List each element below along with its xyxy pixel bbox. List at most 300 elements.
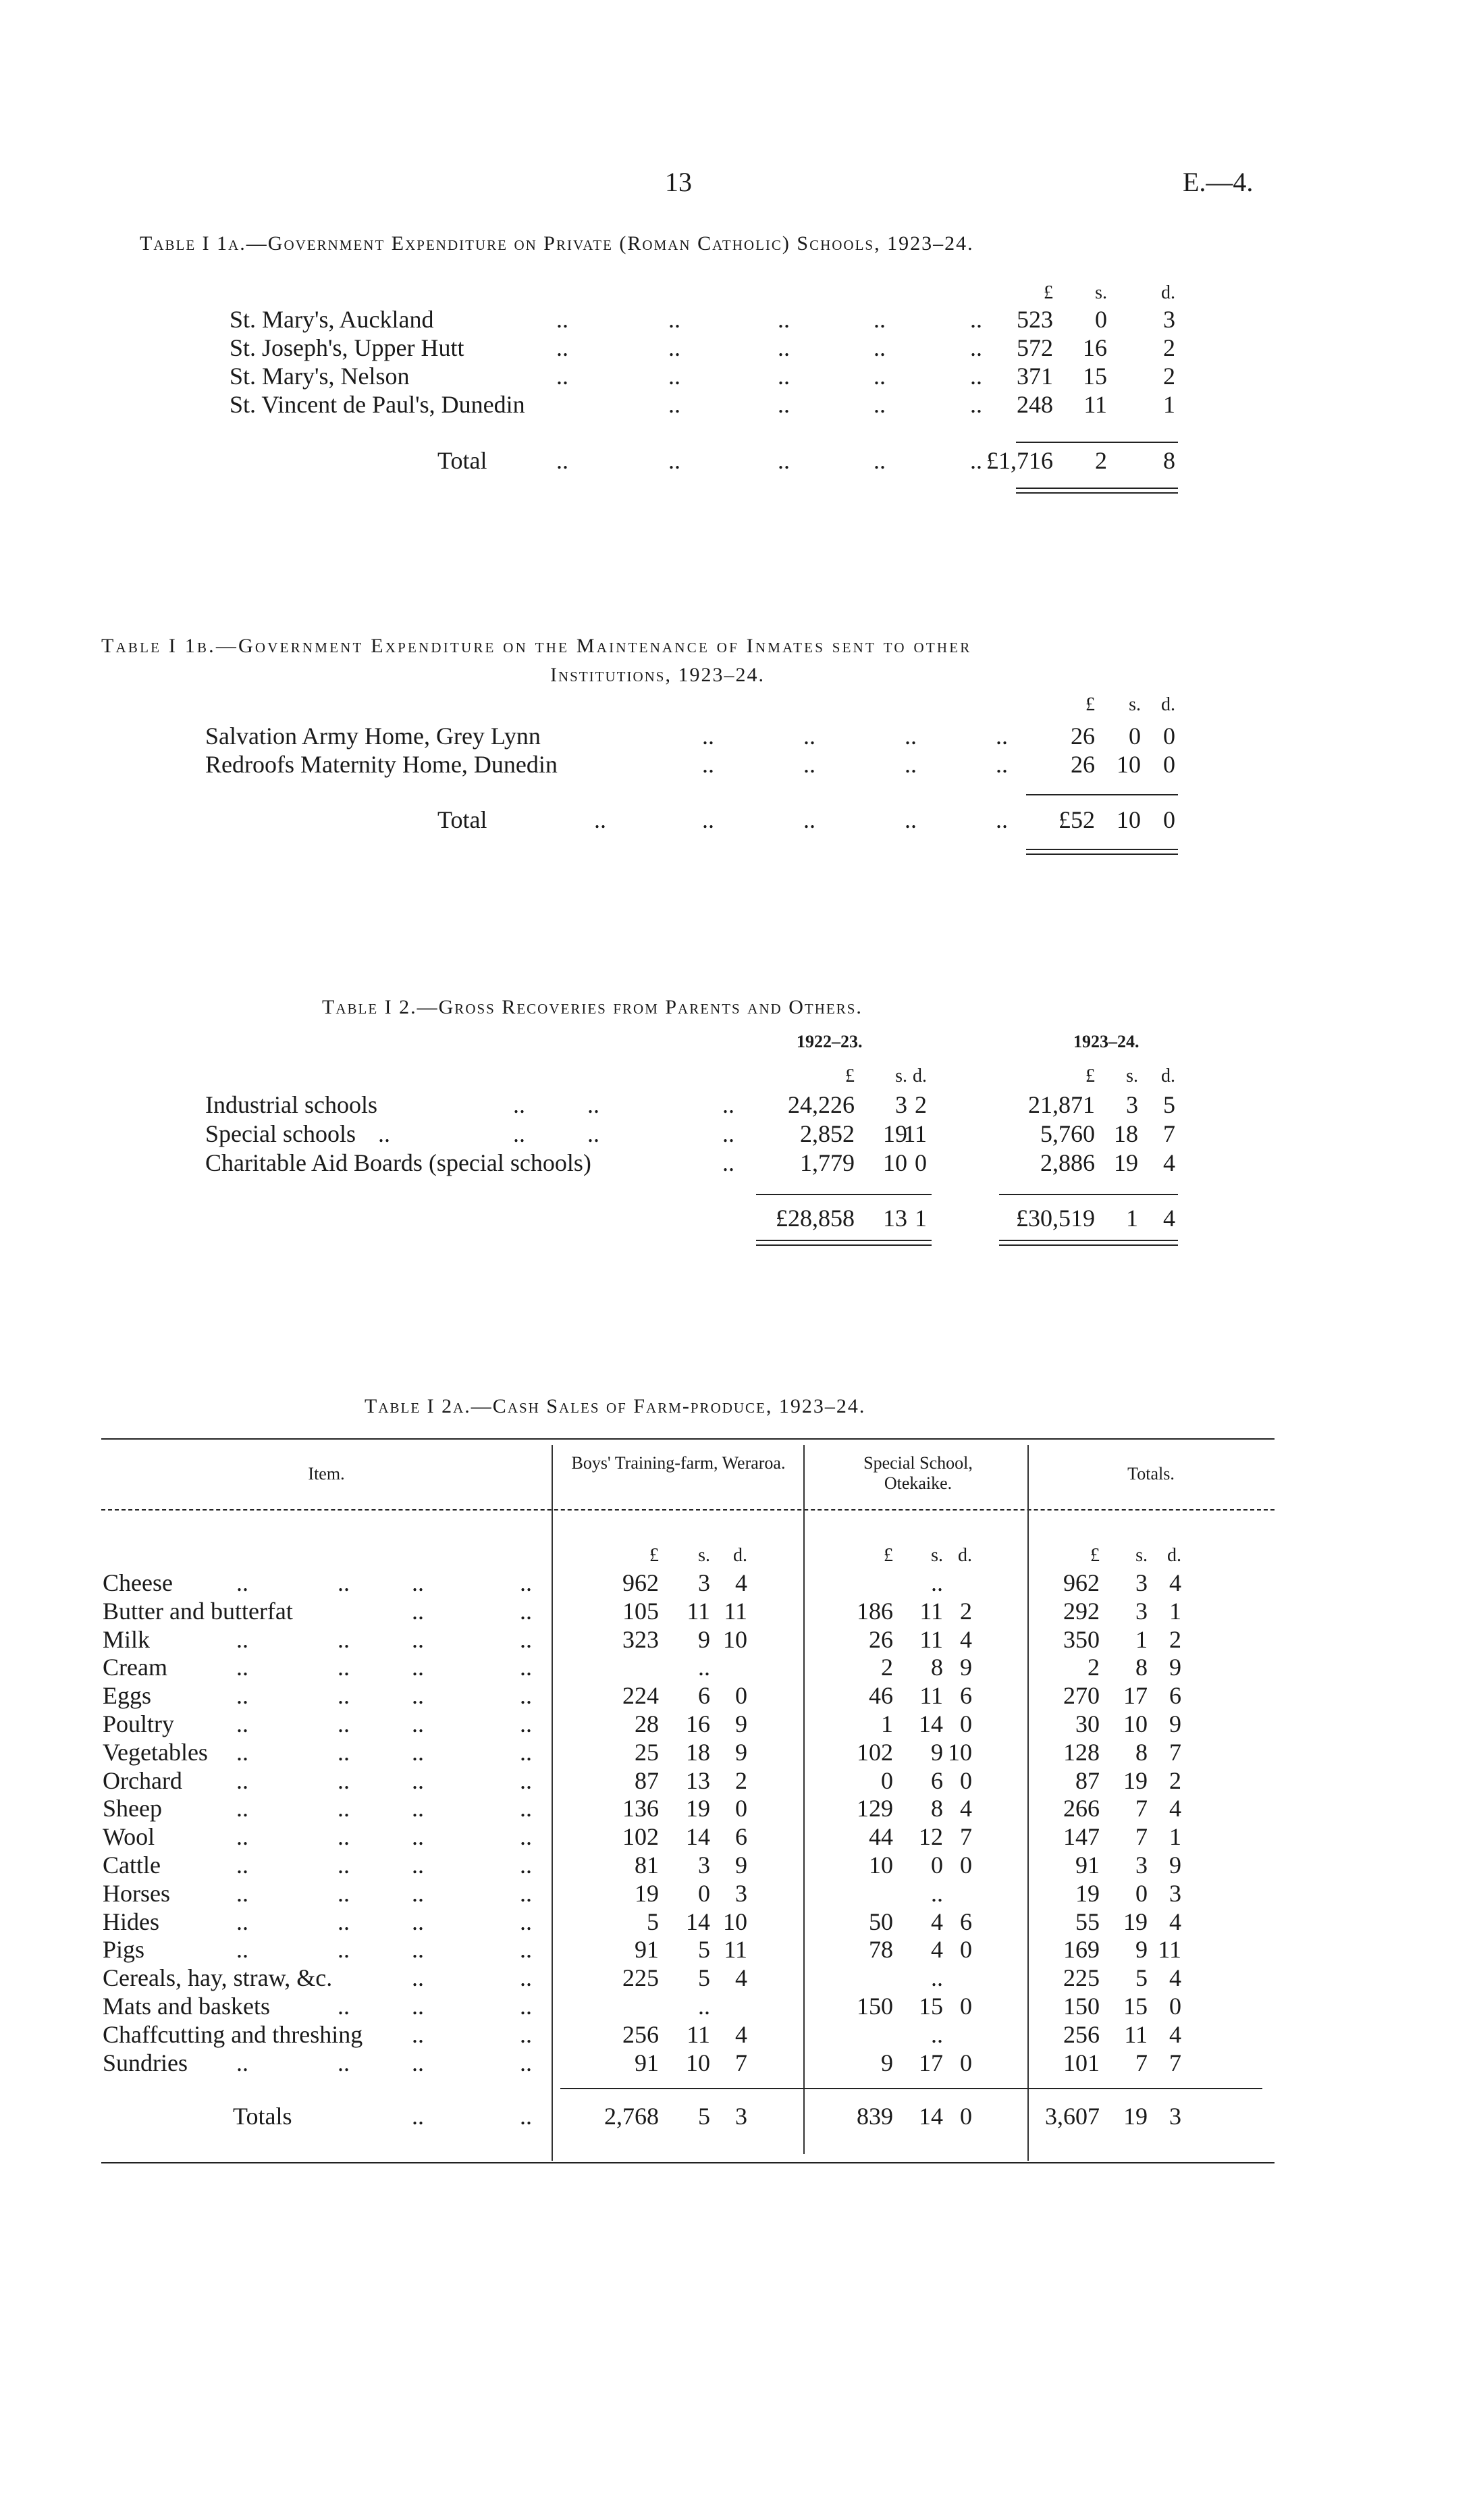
column-header-boys-training-farm: Boys' Training-farm, Weraroa.	[571, 1453, 786, 1473]
dot-leader: ..	[520, 1879, 532, 1907]
boys-farm-total-pounds: 2,768	[604, 2103, 659, 2130]
table-2-total-1922-pence: 1	[915, 1205, 927, 1232]
grand-total-shillings: 19	[1123, 2103, 1148, 2130]
table-2-1923-unit-pence: d.	[1161, 1066, 1175, 1086]
special-school-value-shillings: 12	[919, 1823, 943, 1851]
special-school-unit-pounds: £	[884, 1545, 893, 1566]
special-school-value-pence: 6	[960, 1682, 972, 1710]
dot-leader: ..	[778, 334, 790, 361]
table-2-row-1923-shillings: 3	[1126, 1091, 1138, 1118]
boys-farm-total-shillings: 5	[698, 2103, 710, 2130]
special-school-value-pence: 0	[960, 1993, 972, 2020]
table-2-row-1922-shillings: 3	[895, 1091, 907, 1118]
totals-value-shillings: 7	[1135, 1823, 1148, 1851]
special-school-value-pounds: 78	[869, 1936, 893, 1964]
totals-value-pounds: 101	[1063, 2049, 1100, 2076]
boys-farm-value-nil: ..	[698, 1654, 710, 1681]
dot-leader: ..	[520, 1908, 532, 1935]
dot-leader: ..	[338, 2049, 350, 2076]
table-1b-total-shillings: 10	[1117, 806, 1141, 833]
dot-leader: ..	[874, 363, 886, 390]
table-2-total-1923-pence: 4	[1163, 1205, 1175, 1232]
farm-produce-item-label: Milk	[103, 1625, 151, 1653]
boys-farm-value-shillings: 19	[686, 1795, 710, 1822]
special-school-value-nil: ..	[931, 1964, 943, 1992]
dot-leader: ..	[996, 806, 1008, 833]
table-1b-row-shillings: 10	[1117, 751, 1141, 778]
special-school-value-pence: 0	[960, 1766, 972, 1794]
special-school-total-shillings: 14	[919, 2103, 943, 2130]
boys-farm-value-pounds: 28	[635, 1710, 659, 1737]
boys-farm-value-nil: ..	[698, 1993, 710, 2020]
table-1b-double-rule	[1026, 849, 1178, 855]
table-2-total-rule	[756, 1194, 932, 1195]
dot-leader: ..	[236, 1738, 248, 1766]
dot-leader: ..	[520, 1597, 532, 1625]
table-2-total-1922-pounds: £28,858	[776, 1205, 855, 1232]
dot-leader: ..	[520, 1710, 532, 1737]
dot-leader: ..	[778, 306, 790, 333]
boys-farm-value-pounds: 81	[635, 1852, 659, 1879]
dot-leader: ..	[520, 2049, 532, 2076]
dot-leader: ..	[594, 806, 606, 833]
dot-leader: ..	[803, 723, 815, 750]
dot-leader: ..	[668, 391, 680, 418]
table-2-total-rule	[999, 1194, 1178, 1195]
dot-leader: ..	[412, 1879, 424, 1907]
farm-produce-item-label: Cream	[103, 1654, 167, 1681]
boys-farm-value-pence: 0	[735, 1682, 747, 1710]
totals-value-pounds: 87	[1075, 1766, 1100, 1794]
boys-farm-value-pounds: 25	[635, 1738, 659, 1766]
boys-farm-value-shillings: 5	[698, 1964, 710, 1992]
totals-value-shillings: 19	[1123, 1766, 1148, 1794]
table-1a-row-shillings: 11	[1083, 391, 1107, 418]
special-school-value-pence: 9	[960, 1654, 972, 1681]
totals-value-pence: 9	[1169, 1710, 1181, 1737]
dot-leader: ..	[412, 1654, 424, 1681]
totals-value-pence: 1	[1169, 1597, 1181, 1625]
boys-farm-value-pence: 2	[735, 1766, 747, 1794]
totals-value-pence: 7	[1169, 2049, 1181, 2076]
dot-leader: ..	[722, 1120, 734, 1147]
special-school-value-shillings: 0	[931, 1852, 943, 1879]
table-1b-unit-pence: d.	[1161, 694, 1175, 715]
dot-leader: ..	[338, 1654, 350, 1681]
dot-leader: ..	[874, 391, 886, 418]
boys-farm-value-pounds: 87	[635, 1766, 659, 1794]
totals-value-pounds: 128	[1063, 1738, 1100, 1766]
dot-leader: ..	[996, 751, 1008, 778]
table-1a-total-pence: 8	[1163, 447, 1175, 474]
dot-leader: ..	[803, 806, 815, 833]
totals-value-shillings: 17	[1123, 1682, 1148, 1710]
table-2-row-1922-pounds: 24,226	[788, 1091, 855, 1118]
boys-farm-unit-pence: d.	[733, 1545, 747, 1566]
boys-farm-value-pounds: 5	[647, 1908, 659, 1935]
table-1a-row-shillings: 16	[1083, 334, 1107, 361]
table-2-row-1923-shillings: 18	[1114, 1120, 1138, 1147]
farm-produce-item-label: Cereals, hay, straw, &c.	[103, 1964, 333, 1992]
totals-value-shillings: 11	[1124, 2020, 1148, 2048]
boys-farm-value-shillings: 3	[698, 1852, 710, 1879]
dot-leader: ..	[702, 806, 714, 833]
dot-leader: ..	[236, 1625, 248, 1653]
dot-leader: ..	[722, 1149, 734, 1176]
dot-leader: ..	[556, 306, 568, 333]
dot-leader: ..	[236, 1710, 248, 1737]
table-1a-row-label: St. Joseph's, Upper Hutt	[230, 334, 464, 361]
table-1a-row-label: St. Vincent de Paul's, Dunedin	[230, 391, 525, 418]
farm-produce-item-label: Orchard	[103, 1766, 182, 1794]
dot-leader: ..	[702, 723, 714, 750]
special-school-value-shillings: 8	[931, 1654, 943, 1681]
special-school-value-shillings: 11	[919, 1682, 943, 1710]
boys-farm-value-pence: 10	[723, 1908, 747, 1935]
dot-leader: ..	[338, 1993, 350, 2020]
totals-value-shillings: 7	[1135, 1795, 1148, 1822]
boys-farm-value-pounds: 136	[622, 1795, 659, 1822]
farm-produce-item-label: Hides	[103, 1908, 159, 1935]
dot-leader: ..	[874, 306, 886, 333]
table-1b-row-pounds: 26	[1071, 751, 1095, 778]
dot-leader: ..	[338, 1795, 350, 1822]
dot-leader: ..	[338, 1625, 350, 1653]
special-school-value-pence: 2	[960, 1597, 972, 1625]
table-1a-row-shillings: 0	[1095, 306, 1107, 333]
table-1b-title-line2: Institutions, 1923–24.	[550, 664, 765, 686]
dot-leader: ..	[412, 2020, 424, 2048]
dot-leader: ..	[412, 1993, 424, 2020]
boys-farm-value-shillings: 14	[686, 1908, 710, 1935]
boys-farm-value-shillings: 0	[698, 1879, 710, 1907]
table-2-total-1923-shillings: 1	[1126, 1205, 1138, 1232]
boys-farm-value-pounds: 19	[635, 1879, 659, 1907]
dot-leader: ..	[970, 447, 982, 474]
dot-leader: ..	[236, 1908, 248, 1935]
special-school-value-pounds: 186	[857, 1597, 893, 1625]
dot-leader: ..	[874, 334, 886, 361]
dot-leader: ..	[520, 2020, 532, 2048]
totals-value-pence: 4	[1169, 1964, 1181, 1992]
table-1b-total-label: Total	[437, 806, 487, 833]
table-2a-top-rule	[101, 1438, 1275, 1440]
dot-leader: ..	[520, 1936, 532, 1964]
table-1b-row-label: Redroofs Maternity Home, Dunedin	[205, 751, 558, 778]
dot-leader: ..	[520, 1852, 532, 1879]
dot-leader: ..	[412, 1908, 424, 1935]
dot-leader: ..	[412, 1852, 424, 1879]
table-2-1922-unit-pence: d.	[913, 1066, 927, 1086]
boys-farm-value-pounds: 91	[635, 1936, 659, 1964]
totals-value-pounds: 147	[1063, 1823, 1100, 1851]
farm-produce-item-label: Wool	[103, 1823, 155, 1851]
dot-leader: ..	[520, 1795, 532, 1822]
dot-leader: ..	[905, 751, 917, 778]
boys-farm-value-pence: 3	[735, 1879, 747, 1907]
dot-leader: ..	[338, 1936, 350, 1964]
boys-farm-value-pence: 11	[724, 1597, 747, 1625]
special-school-value-nil: ..	[931, 1879, 943, 1907]
boys-farm-value-pence: 4	[735, 2020, 747, 2048]
table-1a-total-shillings: 2	[1095, 447, 1107, 474]
table-1a-total-label: Total	[437, 447, 487, 474]
dot-leader: ..	[236, 1852, 248, 1879]
boys-farm-value-pounds: 105	[622, 1597, 659, 1625]
special-school-value-pence: 6	[960, 1908, 972, 1935]
dot-leader: ..	[236, 1766, 248, 1794]
dot-leader: ..	[702, 751, 714, 778]
table-1a-row-pounds: 523	[1017, 306, 1053, 333]
dot-leader: ..	[520, 2103, 532, 2130]
table-2-row-1923-pounds: 5,760	[1040, 1120, 1095, 1147]
dot-leader: ..	[412, 2103, 424, 2130]
totals-value-shillings: 19	[1123, 1908, 1148, 1935]
special-school-value-shillings: 4	[931, 1936, 943, 1964]
table-1a-row-label: St. Mary's, Auckland	[230, 306, 434, 333]
boys-farm-value-pence: 11	[724, 1936, 747, 1964]
dot-leader: ..	[520, 1682, 532, 1710]
boys-farm-value-pounds: 102	[622, 1823, 659, 1851]
totals-value-pence: 9	[1169, 1852, 1181, 1879]
dot-leader: ..	[556, 334, 568, 361]
totals-value-shillings: 5	[1135, 1964, 1148, 1992]
totals-value-pounds: 150	[1063, 1993, 1100, 2020]
table-2-row-1922-pounds: 2,852	[800, 1120, 855, 1147]
dot-leader: ..	[412, 2049, 424, 2076]
special-school-value-pence: 0	[960, 1852, 972, 1879]
boys-farm-value-shillings: 5	[698, 1936, 710, 1964]
dot-leader: ..	[520, 1823, 532, 1851]
table-2-1922-unit-shillings: s.	[895, 1066, 907, 1086]
table-1b-row-pounds: 26	[1071, 723, 1095, 750]
boys-farm-value-shillings: 9	[698, 1625, 710, 1653]
table-1a-total-pounds: £1,716	[986, 447, 1053, 474]
special-school-value-nil: ..	[931, 1569, 943, 1596]
dot-leader: ..	[338, 1852, 350, 1879]
dot-leader: ..	[970, 306, 982, 333]
boys-farm-value-pence: 9	[735, 1852, 747, 1879]
special-school-total-pounds: 839	[857, 2103, 893, 2130]
totals-value-pence: 0	[1169, 1993, 1181, 2020]
table-2-row-1922-pence: 11	[903, 1120, 927, 1147]
special-school-value-shillings: 11	[919, 1625, 943, 1653]
table-2-row-1922-shillings: 10	[883, 1149, 907, 1176]
special-school-value-shillings: 11	[919, 1597, 943, 1625]
dot-leader: ..	[587, 1091, 599, 1118]
totals-value-shillings: 9	[1135, 1936, 1148, 1964]
boys-farm-value-shillings: 6	[698, 1682, 710, 1710]
table-2-row-label: Charitable Aid Boards (special schools)	[205, 1149, 591, 1176]
dot-leader: ..	[513, 1120, 525, 1147]
boys-farm-value-pounds: 224	[622, 1682, 659, 1710]
dot-leader: ..	[338, 1682, 350, 1710]
special-school-value-pence: 0	[960, 1936, 972, 1964]
special-school-unit-pence: d.	[958, 1545, 972, 1566]
totals-value-pence: 3	[1169, 1879, 1181, 1907]
boys-farm-unit-pounds: £	[649, 1545, 659, 1566]
special-school-value-pence: 0	[960, 1710, 972, 1737]
farm-produce-item-label: Sundries	[103, 2049, 188, 2076]
dot-leader: ..	[520, 1654, 532, 1681]
totals-value-pounds: 266	[1063, 1795, 1100, 1822]
special-school-value-pounds: 9	[881, 2049, 893, 2076]
dot-leader: ..	[520, 1964, 532, 1992]
table-2-1922-unit-pounds: £	[845, 1066, 855, 1086]
dot-leader: ..	[412, 1823, 424, 1851]
boys-farm-value-pence: 6	[735, 1823, 747, 1851]
dot-leader: ..	[668, 447, 680, 474]
dot-leader: ..	[970, 391, 982, 418]
totals-value-pence: 2	[1169, 1625, 1181, 1653]
table-1a-row-pounds: 248	[1017, 391, 1053, 418]
dot-leader: ..	[412, 1964, 424, 1992]
special-school-value-shillings: 9	[931, 1738, 943, 1766]
farm-produce-item-label: Eggs	[103, 1682, 151, 1710]
farm-produce-item-label: Cheese	[103, 1569, 173, 1596]
table-1a-unit-pence: d.	[1161, 282, 1175, 303]
column-header-item: Item.	[308, 1464, 345, 1484]
farm-produce-item-label: Chaffcutting and threshing	[103, 2020, 363, 2048]
totals-value-shillings: 8	[1135, 1738, 1148, 1766]
dot-leader: ..	[520, 1993, 532, 2020]
table-1a-title: Table I 1a.—Government Expenditure on Private (Roman Catholic) Schools, 1923–24.	[140, 232, 974, 255]
totals-value-pence: 2	[1169, 1766, 1181, 1794]
dot-leader: ..	[338, 1908, 350, 1935]
table-1b-row-pence: 0	[1163, 723, 1175, 750]
totals-value-pounds: 169	[1063, 1936, 1100, 1964]
boys-farm-value-shillings: 11	[687, 1597, 710, 1625]
grand-total-pounds: 3,607	[1045, 2103, 1100, 2130]
special-school-value-pence: 4	[960, 1625, 972, 1653]
table-1a-unit-shillings: s.	[1095, 282, 1107, 303]
boys-farm-value-pounds: 256	[622, 2020, 659, 2048]
table-1a-row-label: St. Mary's, Nelson	[230, 363, 410, 390]
dot-leader: ..	[236, 2049, 248, 2076]
table-2-row-1923-pence: 4	[1163, 1149, 1175, 1176]
special-school-value-pounds: 26	[869, 1625, 893, 1653]
dot-leader: ..	[722, 1091, 734, 1118]
farm-produce-item-label: Sheep	[103, 1795, 162, 1822]
totals-value-pence: 11	[1158, 1936, 1181, 1964]
table-2-double-rule	[999, 1240, 1178, 1246]
dot-leader: ..	[236, 1795, 248, 1822]
totals-value-pence: 9	[1169, 1654, 1181, 1681]
dot-leader: ..	[668, 363, 680, 390]
dot-leader: ..	[970, 363, 982, 390]
boys-farm-value-shillings: 3	[698, 1569, 710, 1596]
column-header-special-school: Special School, Otekaike.	[863, 1453, 973, 1493]
boys-farm-value-pounds: 91	[635, 2049, 659, 2076]
totals-unit-pence: d.	[1167, 1545, 1181, 1566]
totals-value-pence: 4	[1169, 1569, 1181, 1596]
table-2-row-label: Special schools	[205, 1120, 356, 1147]
dot-leader: ..	[412, 1766, 424, 1794]
table-1b-row-label: Salvation Army Home, Grey Lynn	[205, 723, 541, 750]
table-2-1923-unit-pounds: £	[1085, 1066, 1095, 1086]
special-school-value-pence: 4	[960, 1795, 972, 1822]
totals-value-pence: 1	[1169, 1823, 1181, 1851]
special-school-value-pounds: 129	[857, 1795, 893, 1822]
special-school-value-shillings: 14	[919, 1710, 943, 1737]
boys-farm-value-pence: 10	[723, 1625, 747, 1653]
dot-leader: ..	[412, 1597, 424, 1625]
boys-farm-value-pence: 9	[735, 1710, 747, 1737]
dot-leader: ..	[236, 1823, 248, 1851]
dot-leader: ..	[668, 306, 680, 333]
farm-produce-item-label: Cattle	[103, 1852, 161, 1879]
table-2-row-1923-pence: 5	[1163, 1091, 1175, 1118]
page-number: 13	[665, 167, 692, 197]
special-school-value-pounds: 10	[869, 1852, 893, 1879]
document-reference: E.—4.	[1183, 167, 1254, 197]
table-1b-total-pence: 0	[1163, 806, 1175, 833]
boys-farm-value-shillings: 10	[686, 2049, 710, 2076]
special-school-value-shillings: 8	[931, 1795, 943, 1822]
special-school-value-shillings: 6	[931, 1766, 943, 1794]
table-2-year-1923: 1923–24.	[1073, 1032, 1139, 1051]
dot-leader: ..	[412, 1625, 424, 1653]
boys-farm-value-pence: 0	[735, 1795, 747, 1822]
table-2a-totals-label: Totals	[233, 2103, 292, 2130]
farm-produce-item-label: Vegetables	[103, 1738, 208, 1766]
dot-leader: ..	[520, 1766, 532, 1794]
table-2-1923-unit-shillings: s.	[1126, 1066, 1138, 1086]
dot-leader: ..	[556, 447, 568, 474]
dot-leader: ..	[378, 1120, 390, 1147]
dot-leader: ..	[778, 363, 790, 390]
table-2-row-1923-shillings: 19	[1114, 1149, 1138, 1176]
totals-value-pence: 4	[1169, 2020, 1181, 2048]
totals-value-pounds: 2	[1088, 1654, 1100, 1681]
dot-leader: ..	[236, 1936, 248, 1964]
dot-leader: ..	[338, 1569, 350, 1596]
dot-leader: ..	[874, 447, 886, 474]
totals-value-shillings: 3	[1135, 1597, 1148, 1625]
table-1a-row-pounds: 572	[1017, 334, 1053, 361]
special-school-value-shillings: 15	[919, 1993, 943, 2020]
special-school-value-shillings: 17	[919, 2049, 943, 2076]
totals-value-pounds: 292	[1063, 1597, 1100, 1625]
dot-leader: ..	[905, 723, 917, 750]
table-2-row-1922-pounds: 1,779	[800, 1149, 855, 1176]
totals-value-shillings: 1	[1135, 1625, 1148, 1653]
table-2-row-1923-pence: 7	[1163, 1120, 1175, 1147]
dot-leader: ..	[412, 1795, 424, 1822]
table-2-row-1922-shillings: 19	[883, 1120, 907, 1147]
special-school-value-shillings: 4	[931, 1908, 943, 1935]
table-1a-row-pence: 3	[1163, 306, 1175, 333]
totals-value-pounds: 350	[1063, 1625, 1100, 1653]
dot-leader: ..	[970, 334, 982, 361]
dot-leader: ..	[803, 751, 815, 778]
table-2-total-1923-pounds: £30,519	[1016, 1205, 1095, 1232]
special-school-unit-shillings: s.	[931, 1545, 943, 1566]
dot-leader: ..	[556, 363, 568, 390]
dot-leader: ..	[520, 1625, 532, 1653]
special-school-value-pence: 10	[948, 1738, 972, 1766]
dot-leader: ..	[236, 1682, 248, 1710]
dot-leader: ..	[905, 806, 917, 833]
totals-value-pounds: 30	[1075, 1710, 1100, 1737]
table-2a-bottom-rule	[101, 2162, 1275, 2163]
boys-farm-value-pounds: 962	[622, 1569, 659, 1596]
boys-farm-unit-shillings: s.	[698, 1545, 710, 1566]
dot-leader: ..	[412, 1710, 424, 1737]
farm-produce-item-label: Poultry	[103, 1710, 175, 1737]
boys-farm-total-pence: 3	[735, 2103, 747, 2130]
dot-leader: ..	[996, 723, 1008, 750]
